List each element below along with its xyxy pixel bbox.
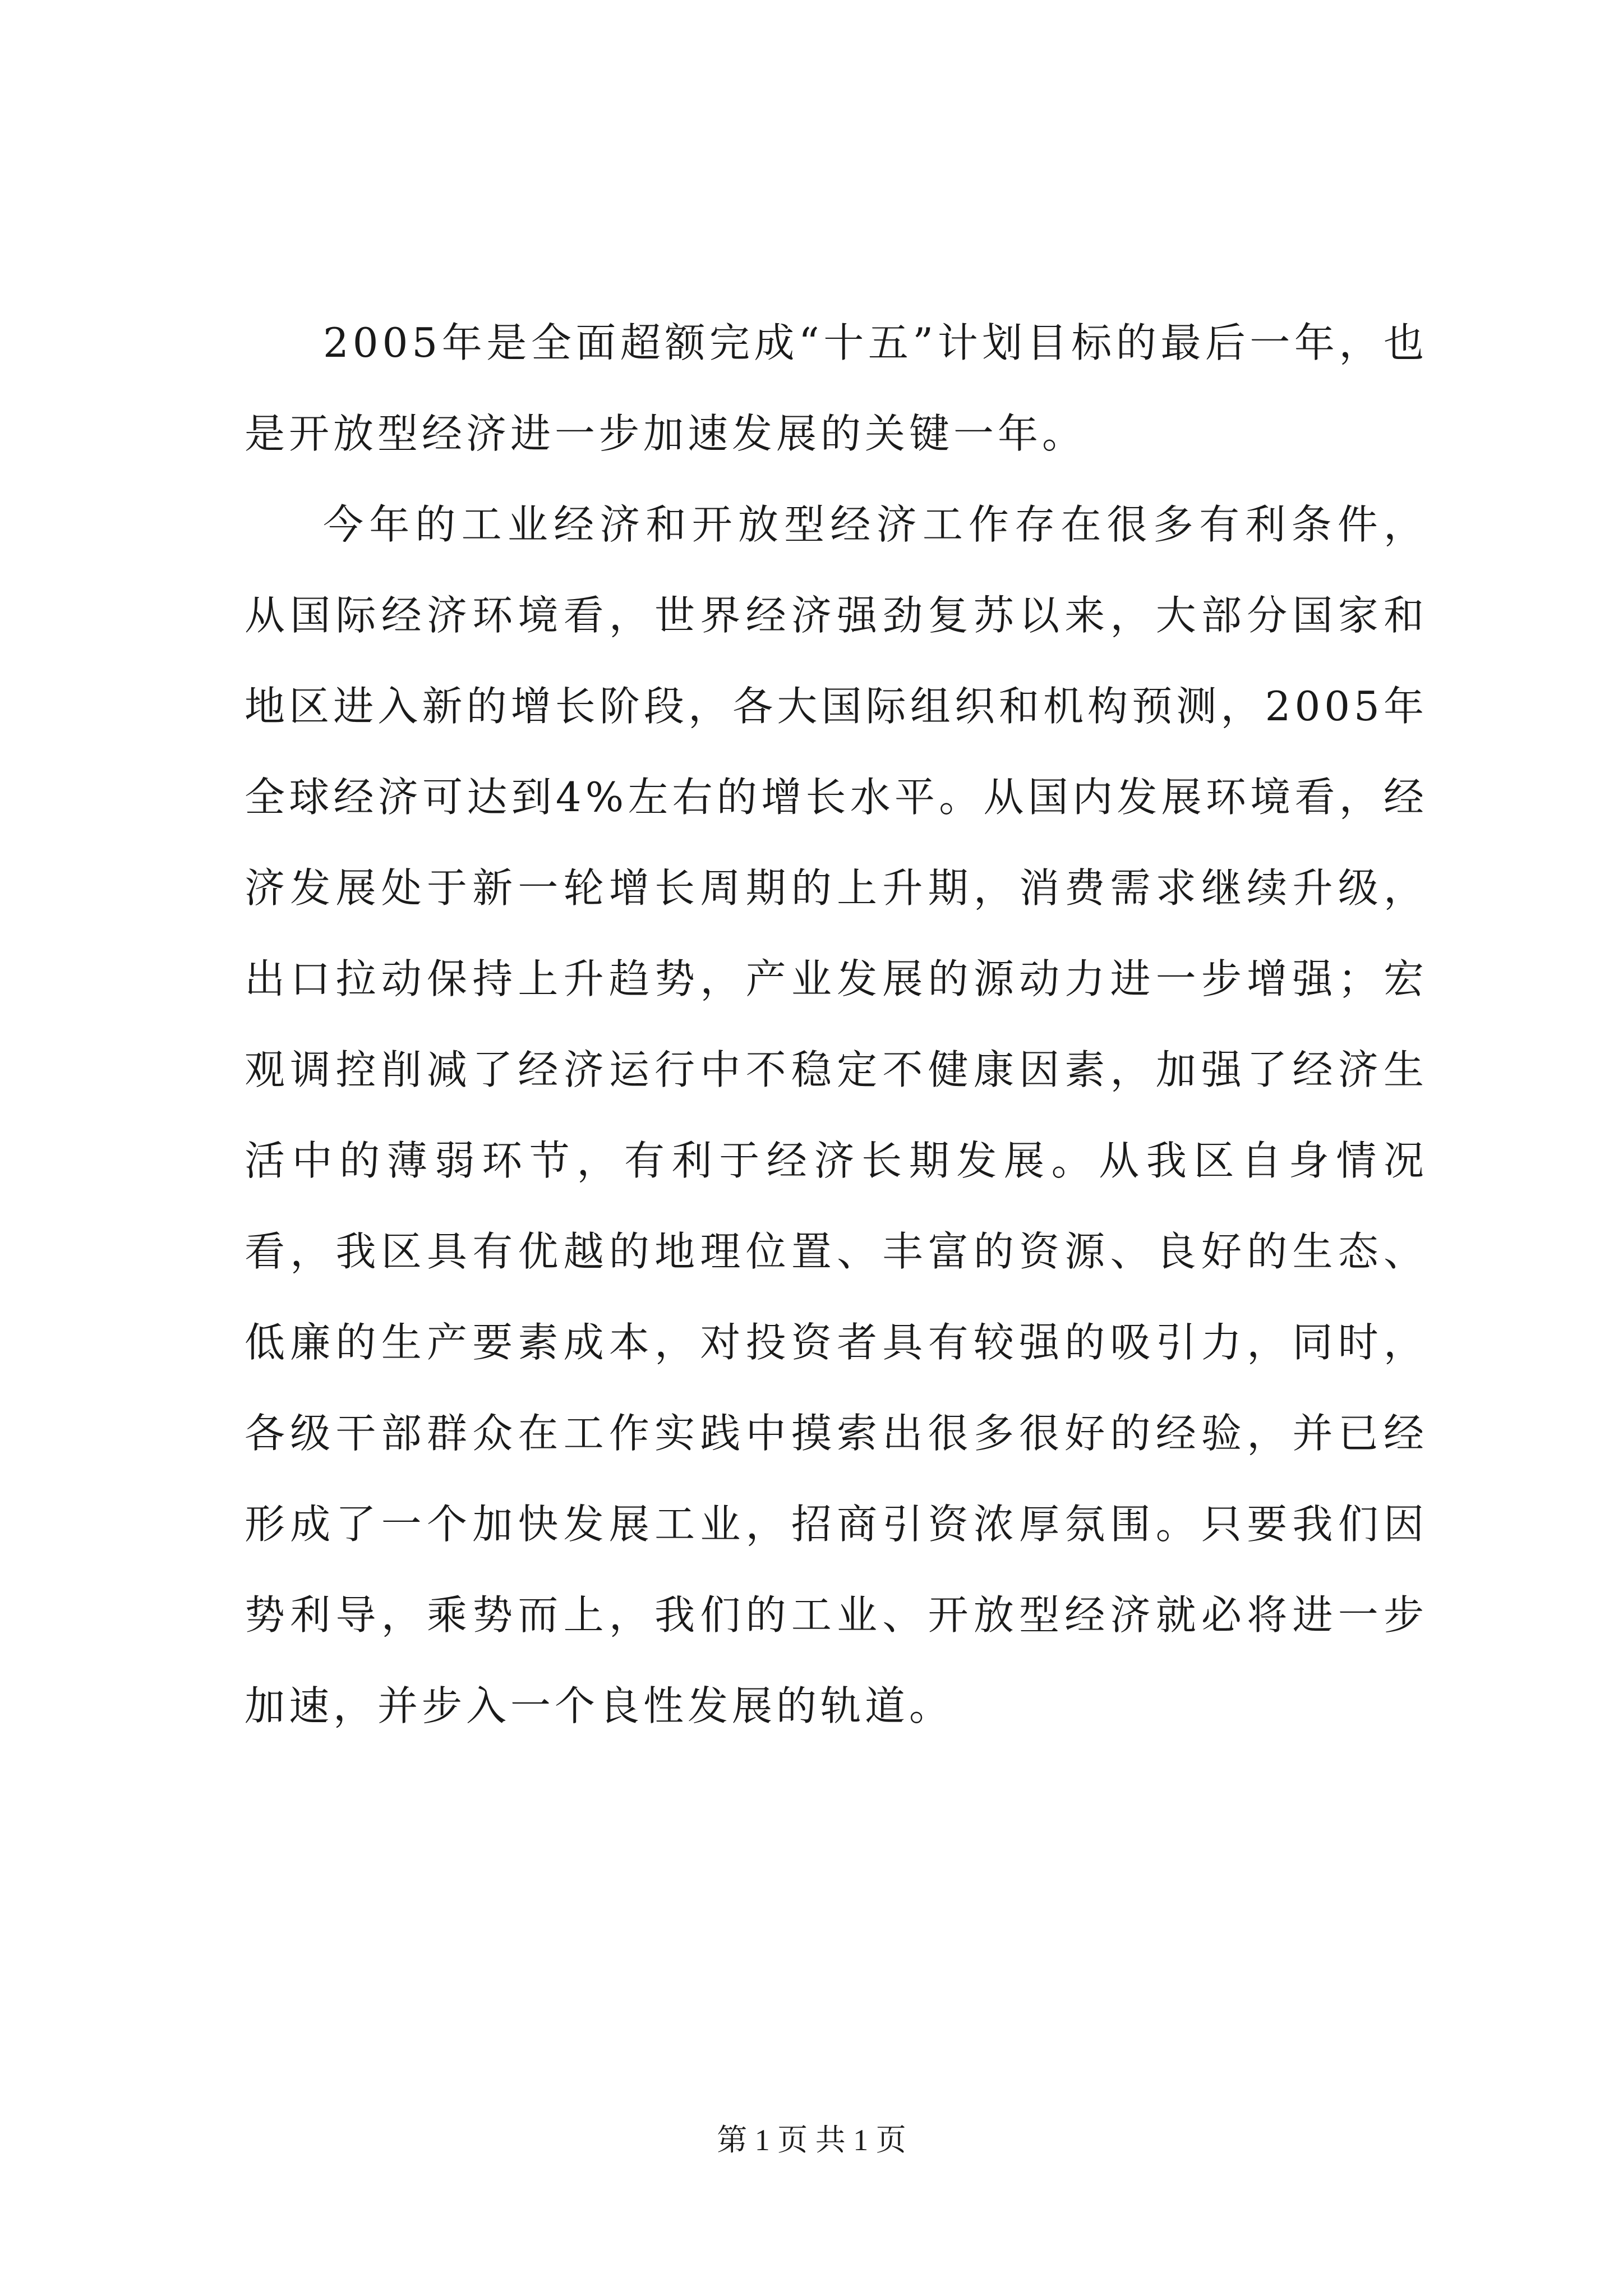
paragraph-2: 今年的工业经济和开放型经济工作存在很多有利条件，从国际经济环境看，世界经济强劲复苏以来，大部分国家和地区进入新的增长阶段，各大国际组织和机构预测，2005年全球经济可达到4%左右的增长水平。从国内发展环境看，经济发展处于新一轮增长周期的上升期，消费需求继续升级，出口拉动保持上升趋势，产业发展的源动力进一步增强；宏观调控削减了经济运行中不稳定不健康因素，加强了经济生活中的薄弱环节，有利于经济长期发展。从我区自身情况看，我区具有优越的地理位置、丰富的资源、良好的生态、低廉的生产要素成本，对投资者具有较强的吸引力，同时，各级干部群众在工作实践中摸索出很多很好的经验，并已经形成了一个加快发展工业，招商引资浓厚氛围。只要我们因势利导，乘势而上，我们的工业、开放型经济就必将进一步加速，并步入一个良性发展的轨道。 [245, 501, 1428, 1729]
document-body [245, 297, 1428, 1751]
page-footer: 第 1 页 共 1 页 [717, 2123, 906, 2157]
paragraph-1: 2005年是全面超额完成“十五”计划目标的最后一年，也是开放型经济进一步加速发展的关键一年。 [245, 319, 1428, 457]
